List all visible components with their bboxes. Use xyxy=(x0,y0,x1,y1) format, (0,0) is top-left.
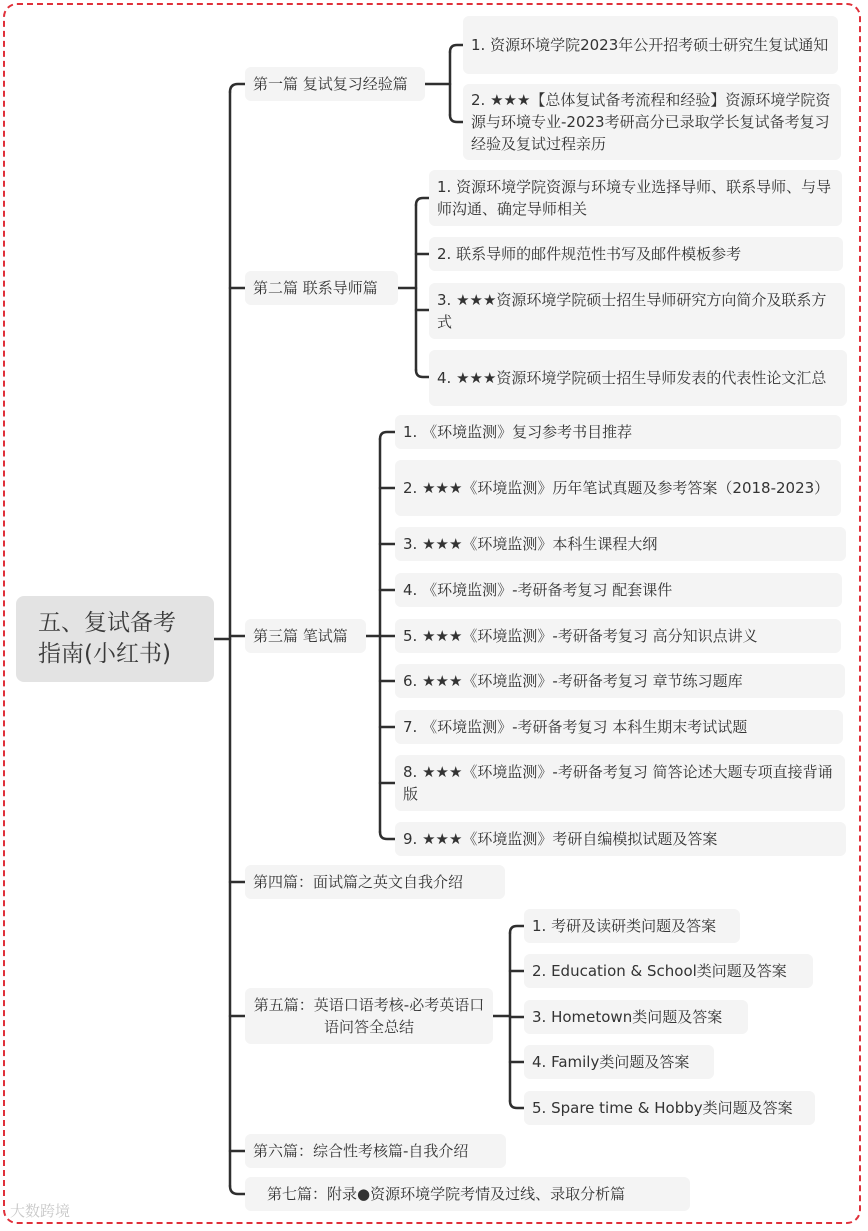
section-7-node[interactable] xyxy=(245,1177,690,1211)
item-label: 4. ★★★资源环境学院硕士招生导师发表的代表性论文汇总 xyxy=(437,369,827,387)
section-2-item-2[interactable] xyxy=(429,237,843,271)
section-5-item-2[interactable] xyxy=(524,954,813,988)
item-label: 3. Hometown类问题及答案 xyxy=(532,1008,723,1026)
item-label: 5. ★★★《环境监测》-考研备考复习 高分知识点讲义 xyxy=(403,627,758,645)
section-1-item-2[interactable] xyxy=(463,84,841,160)
item-label: 2. ★★★【总体复试备考流程和经验】资源环境学院资源与环境专业-2023考研高分已录取学长复试备考复习经验及复试过程亲历 xyxy=(471,91,831,153)
item-label: 3. ★★★《环境监测》本科生课程大纲 xyxy=(403,535,658,553)
section-2-item-3[interactable] xyxy=(429,283,845,339)
item-label: 2. 联系导师的邮件规范性书写及邮件模板参考 xyxy=(437,245,742,263)
watermark-text: 大数跨境 xyxy=(10,1202,71,1220)
section-label: 第七篇：附录●资源环境学院考情及过线、录取分析篇 xyxy=(267,1185,626,1203)
section-label: 第五篇：英语口语考核-必考英语口语问答全总结 xyxy=(253,996,485,1036)
section-label: 第二篇 联系导师篇 xyxy=(253,279,378,297)
section-3-item-4[interactable] xyxy=(395,573,842,607)
item-label: 8. ★★★《环境监测》-考研备考复习 简答论述大题专项直接背诵版 xyxy=(403,763,833,803)
section-label: 第四篇：面试篇之英文自我介绍 xyxy=(253,873,464,891)
section-3-item-6[interactable] xyxy=(395,664,845,698)
root-label: 五、复试备考指南(小红书) xyxy=(38,610,176,667)
section-2-node[interactable] xyxy=(245,271,398,305)
section-5-item-5[interactable] xyxy=(524,1091,815,1125)
section-3-item-5[interactable] xyxy=(395,619,841,653)
item-label: 6. ★★★《环境监测》-考研备考复习 章节练习题库 xyxy=(403,672,743,690)
item-label: 1. 《环境监测》复习参考书目推荐 xyxy=(403,423,633,441)
section-3-item-1[interactable] xyxy=(395,415,841,449)
section-3-item-3[interactable] xyxy=(395,527,846,561)
item-label: 3. ★★★资源环境学院硕士招生导师研究方向简介及联系方式 xyxy=(437,291,827,331)
item-label: 4. 《环境监测》-考研备考复习 配套课件 xyxy=(403,581,673,599)
item-label: 5. Spare time & Hobby类问题及答案 xyxy=(532,1099,793,1117)
section-5-item-4[interactable] xyxy=(524,1045,714,1079)
item-label: 1. 考研及读研类问题及答案 xyxy=(532,917,717,935)
section-2-item-1[interactable] xyxy=(429,170,842,226)
item-label: 2. Education & School类问题及答案 xyxy=(532,962,787,980)
section-4-node[interactable] xyxy=(245,865,505,899)
root-node[interactable] xyxy=(16,596,214,682)
section-label: 第一篇 复试复习经验篇 xyxy=(253,75,408,93)
item-label: 4. Family类问题及答案 xyxy=(532,1053,690,1071)
item-label: 7. 《环境监测》-考研备考复习 本科生期末考试试题 xyxy=(403,718,748,736)
item-label: 9. ★★★《环境监测》考研自编模拟试题及答案 xyxy=(403,830,718,848)
section-3-item-9[interactable] xyxy=(395,822,846,856)
watermark xyxy=(10,1200,70,1221)
section-3-node[interactable] xyxy=(245,619,366,653)
section-3-item-2[interactable] xyxy=(395,460,841,516)
section-5-item-1[interactable] xyxy=(524,909,740,943)
section-label: 第六篇：综合性考核篇-自我介绍 xyxy=(253,1142,469,1160)
section-2-item-4[interactable] xyxy=(429,350,847,406)
item-label: 2. ★★★《环境监测》历年笔试真题及参考答案（2018-2023） xyxy=(403,479,830,497)
item-label: 1. 资源环境学院资源与环境专业选择导师、联系导师、与导师沟通、确定导师相关 xyxy=(437,178,832,218)
section-label: 第三篇 笔试篇 xyxy=(253,627,348,645)
section-1-item-1[interactable] xyxy=(463,16,838,74)
section-6-node[interactable] xyxy=(245,1134,506,1168)
section-3-item-7[interactable] xyxy=(395,710,843,744)
section-1-node[interactable] xyxy=(245,67,425,101)
section-3-item-8[interactable] xyxy=(395,755,845,811)
item-label: 1. 资源环境学院2023年公开招考硕士研究生复试通知 xyxy=(471,36,829,54)
section-5-node[interactable] xyxy=(245,988,493,1044)
section-5-item-3[interactable] xyxy=(524,1000,748,1034)
